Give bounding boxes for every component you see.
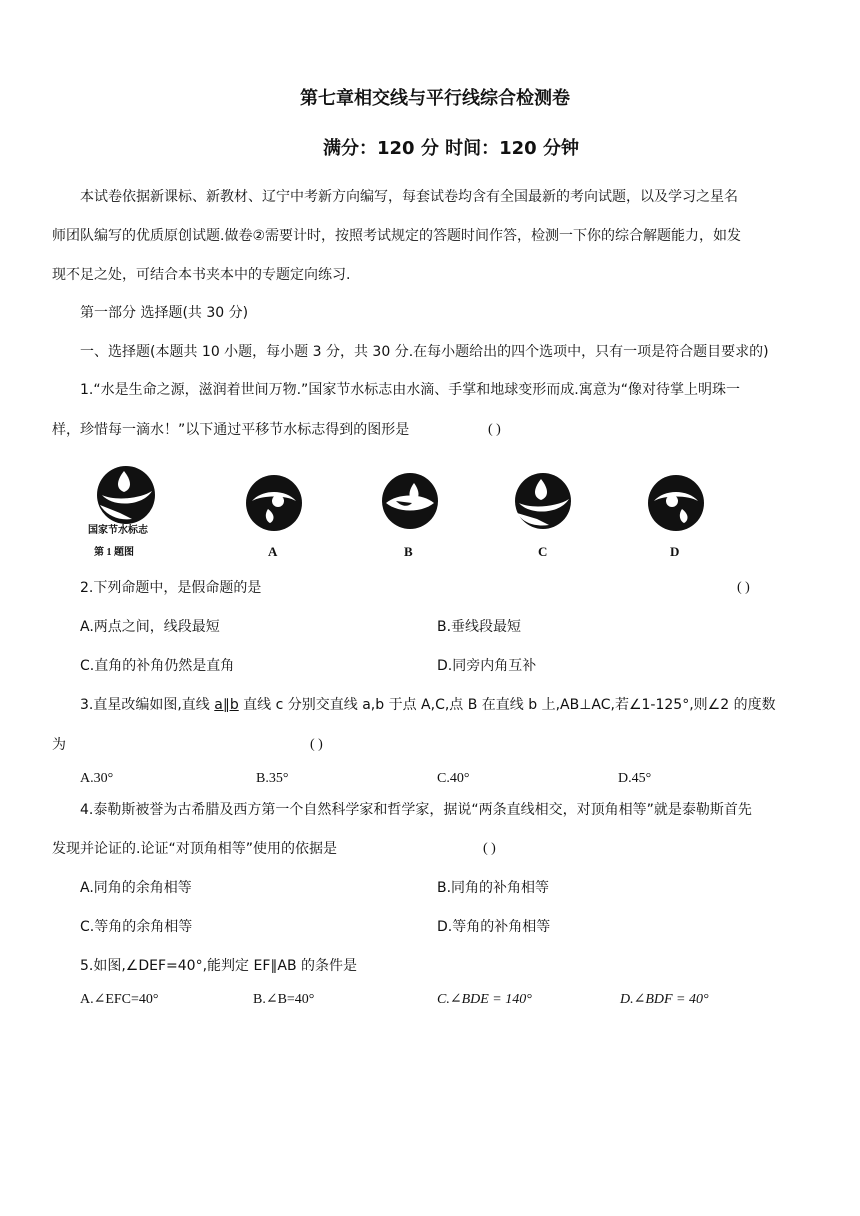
intro-line-3: 现不足之处，可结合本书夹本中的专题定向练习. [52, 267, 351, 283]
q5-option-b: B.∠B=40° [253, 992, 315, 1007]
figure-caption: 第 1 题图 [94, 547, 134, 558]
q4-answer-bracket: ( ) [483, 841, 496, 856]
page-title: 第七章相交线与平行线综合检测卷 [300, 88, 570, 109]
q4-option-d: D.等角的补角相等 [437, 919, 551, 935]
option-b-label: B [404, 544, 413, 559]
q3-answer-bracket: ( ) [310, 737, 323, 752]
q3-stem-underlined: a∥b [214, 697, 239, 713]
section-heading: 一、选择题(本题共 10 小题，每小题 3 分，共 30 分.在每小题给出的四个选项中，只有一项是符合题目要求的) [80, 344, 769, 360]
q2-option-a: A.两点之间，线段最短 [80, 619, 220, 635]
q3-option-a: A.30° [80, 771, 114, 786]
q3-option-d: D.45° [618, 771, 652, 786]
q1-stem-line-1: 1.“水是生命之源，滋润着世间万物.”国家节水标志由水滴、手掌和地球变形而成.寓意为“像对待掌上明珠一 [80, 382, 741, 398]
option-c-icon [515, 473, 571, 529]
q1-figure [80, 455, 720, 565]
option-b-icon [382, 473, 438, 529]
option-d-icon [648, 475, 704, 531]
page-subtitle: 满分：120 分 时间：120 分钟 [323, 138, 579, 159]
part-heading: 第一部分 选择题(共 30 分) [80, 305, 249, 321]
option-c-label: C [538, 544, 548, 559]
q4-stem-line-1: 4.泰勒斯被誉为古希腊及西方第一个自然科学家和哲学家，据说“两条直线相交，对顶角相等”就是泰勒斯首先 [80, 802, 752, 818]
intro-line-2: 师团队编写的优质原创试题.做卷②需要计时，按照考试规定的答题时间作答，检测一下你的综合解题能力，如发 [52, 228, 741, 244]
logo-caption: 国家节水标志 [88, 525, 148, 536]
q2-answer-bracket: ( ) [737, 580, 750, 595]
option-a-label: A [268, 544, 278, 559]
q1-stem-line-2: 样，珍惜每一滴水！”以下通过平移节水标志得到的图形是 [52, 422, 410, 438]
q5-option-a: A.∠EFC=40° [80, 992, 159, 1007]
intro-line-1: 本试卷依据新课标、新教材、辽宁中考新方向编写，每套试卷均含有全国最新的考向试题，以及学习之星名 [80, 189, 738, 205]
q5-stem: 5.如图,∠DEF=40°,能判定 EF∥AB 的条件是 [80, 958, 358, 974]
q3-stem-line-1 [80, 696, 776, 714]
q3-option-b: B.35° [256, 771, 289, 786]
q2-stem: 2.下列命题中，是假命题的是 [80, 580, 262, 596]
q4-stem-line-2: 发现并论证的.论证“对顶角相等”使用的依据是 [52, 841, 337, 857]
q3-stem-post: 直线 c 分别交直线 a,b 于点 A,C,点 B 在直线 b 上,AB⊥AC,若∠1-125°,则∠2 的度数 [238, 697, 776, 713]
q5-option-d: D.∠BDF = 40° [620, 992, 709, 1007]
q2-option-c: C.直角的补角仍然是直角 [80, 658, 235, 674]
q3-option-c: C.40° [437, 771, 470, 786]
option-a-icon [246, 475, 302, 531]
q3-stem-line-2: 为 [52, 737, 66, 753]
q3-stem-pre: 3.直星改编如图,直线 [80, 697, 215, 713]
q5-option-c: C.∠BDE = 140° [437, 992, 532, 1007]
q4-option-a: A.同角的余角相等 [80, 880, 192, 896]
q2-option-b: B.垂线段最短 [437, 619, 522, 635]
q4-option-b: B.同角的补角相等 [437, 880, 550, 896]
q2-option-d: D.同旁内角互补 [437, 658, 537, 674]
option-d-label: D [670, 544, 680, 559]
q1-answer-bracket: ( ) [488, 422, 501, 437]
water-saving-logo-icon [97, 466, 155, 524]
q4-option-c: C.等角的余角相等 [80, 919, 193, 935]
